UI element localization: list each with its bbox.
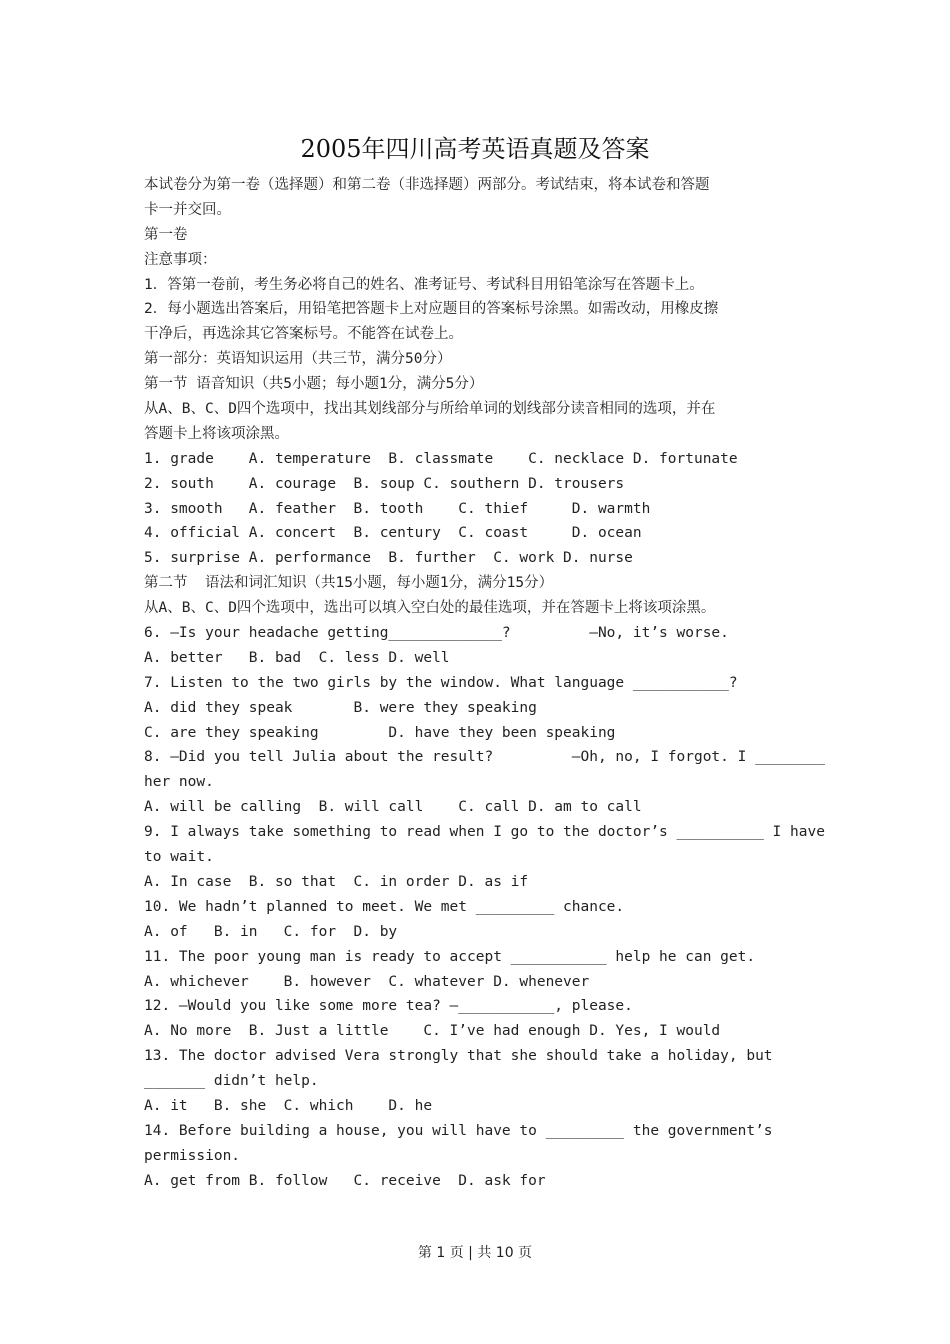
text-line: 从A、B、C、D四个选项中，找出其划线部分与所给单词的划线部分读音相同的选项，并在 [144, 401, 716, 418]
options-line: A. it B. she C. which D. he [144, 1097, 433, 1114]
text-line: 1．答第一卷前，考生务必将自己的姓名、准考证号、考试科目用铅笔涂写在答题卡上。 [144, 276, 704, 293]
question-line: 4. official A. concert B. century C. coast D. ocean [144, 525, 642, 542]
text-line: 2．每小题选出答案后，用铅笔把答题卡上对应题目的答案标号涂黑。如需改动，用橡皮擦 [144, 301, 719, 318]
question-line: to wait. [144, 849, 214, 866]
question-line: 13. The doctor advised Vera strongly that she should take a holiday, but [144, 1048, 773, 1065]
question-line: _______ didn’t help. [144, 1073, 319, 1090]
question-line: 3. smooth A. feather B. tooth C. thief D. warmth [144, 500, 651, 517]
question-line: 11. The poor young man is ready to accept ___________ help he can get. [144, 948, 756, 965]
options-line: A. In case B. so that C. in order D. as if [144, 873, 529, 890]
question-line: 7. Listen to the two girls by the window. What language ___________? [144, 674, 738, 691]
question-line: 10. We hadn’t planned to meet. We met _________ chance. [144, 898, 625, 915]
question-line: 1. grade A. temperature B. classmate C. necklace D. fortunate [144, 450, 738, 467]
text-line: 卡一并交回。 [144, 201, 231, 218]
text-line: 从A、B、C、D四个选项中，选出可以填入空白处的最佳选项，并在答题卡上将该项涂黑。 [144, 600, 716, 617]
options-line: A. get from B. follow C. receive D. ask for [144, 1172, 546, 1189]
page-title: 2005年四川高考英语真题及答案 [300, 135, 650, 163]
text-line: 第一部分：英语知识运用（共三节，满分50分） [144, 351, 452, 368]
text-line: 干净后，再选涂其它答案标号。不能答在试卷上。 [144, 326, 463, 343]
options-line: A. whichever B. however C. whatever D. whenever [144, 973, 590, 990]
question-line: 2. south A. courage B. soup C. southern D. trousers [144, 475, 625, 492]
options-line: A. will be calling B. will call C. call D. am to call [144, 799, 642, 816]
question-line: her now. [144, 774, 214, 791]
question-line: 12. —Would you like some more tea? —___________, please. [144, 998, 633, 1015]
question-line: 9. I always take something to read when I go to the doctor’s __________ I have [144, 824, 825, 841]
question-line: permission. [144, 1147, 241, 1164]
options-line: A. No more B. Just a little C. I’ve had enough D. Yes, I would [144, 1023, 721, 1040]
question-line: 6. —Is your headache getting_____________? —No, it’s worse. [144, 625, 729, 642]
options-line: A. did they speak B. were they speaking [144, 699, 537, 716]
text-line: 第一卷 [144, 226, 188, 243]
question-line: 5. surprise A. performance B. further C. work D. nurse [144, 550, 633, 567]
options-line: A. better B. bad C. less D. well [144, 649, 450, 666]
page-footer: 第 1 页 | 共 10 页 [417, 1245, 533, 1261]
text-line: 本试卷分为第一卷（选择题）和第二卷（非选择题）两部分。考试结束，将本试卷和答题 [144, 177, 710, 193]
document-body [144, 173, 825, 1194]
text-line: 答题卡上将该项涂黑。 [144, 425, 289, 442]
question-line: 8. —Did you tell Julia about the result? —Oh, no, I forgot. I ________ [144, 749, 825, 766]
text-line: 第一节 语音知识（共5小题；每小题1分，满分5分） [144, 376, 484, 393]
options-line: A. of B. in C. for D. by [144, 923, 398, 940]
text-line: 注意事项： [144, 251, 217, 268]
question-line: 14. Before building a house, you will have to _________ the government’s [144, 1122, 773, 1139]
options-line: C. are they speaking D. have they been speaking [144, 724, 616, 741]
text-line: 第二节 语法和词汇知识（共15小题，每小题1分，满分15分） [144, 575, 554, 592]
